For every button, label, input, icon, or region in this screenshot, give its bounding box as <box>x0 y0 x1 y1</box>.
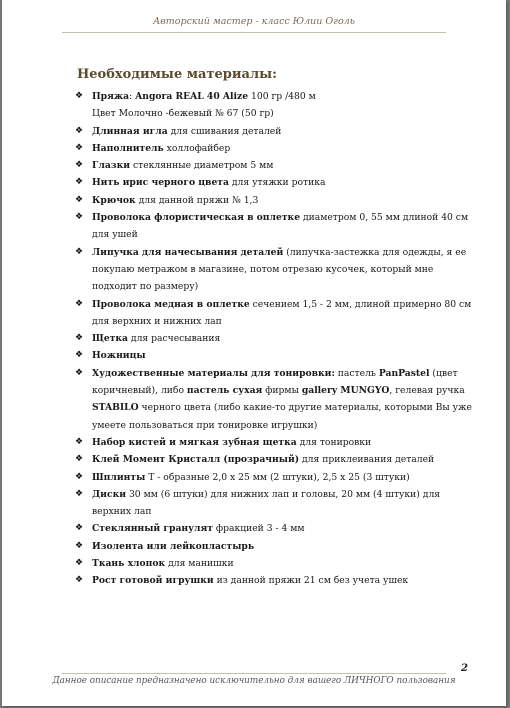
list-item: ❖ Ткань хлопок для манишки <box>75 555 473 572</box>
list-item: ❖ Длинная игла для сшивания деталей <box>75 123 473 140</box>
list-item: ❖ Клей Момент Кристалл (прозрачный) для приклеивания деталей <box>75 451 473 468</box>
diamond-bullet-icon: ❖ <box>75 142 84 153</box>
list-item: ❖ Пряжа: Angora REAL 40 Alize 100 гр /480 м <box>75 88 473 105</box>
diamond-bullet-icon: ❖ <box>75 160 84 171</box>
list-item-continuation: Цвет Молочно -бежевый № 67 (50 гр) <box>92 108 274 120</box>
list-item: ❖ Глазки стеклянные диаметром 5 мм <box>75 157 473 174</box>
list-item: ❖ Рост готовой игрушки из данной пряжи 21 см без учета ушек <box>75 572 473 589</box>
diamond-bullet-icon: ❖ <box>75 298 84 309</box>
diamond-bullet-icon: ❖ <box>75 523 84 534</box>
list-item: ❖ Стеклянный гранулят фракцией 3 - 4 мм <box>75 520 473 537</box>
list-item: ❖ Шплинты Т - образные 2,0 х 25 мм (2 штуки), 2,5 х 25 (3 штуки) <box>75 469 473 486</box>
diamond-bullet-icon: ❖ <box>75 194 84 205</box>
materials-list <box>75 88 473 590</box>
diamond-bullet-icon: ❖ <box>75 488 84 499</box>
diamond-bullet-icon: ❖ <box>75 350 84 361</box>
list-item: ❖ Изолента или лейкопластырь <box>75 538 473 555</box>
list-item: ❖ Щетка для расчесывания <box>75 330 473 347</box>
list-item: ❖ Диски 30 мм (6 штуки) для нижних лап и головы, 20 мм (4 штуки) для верхних лап <box>75 486 473 521</box>
list-item: ❖ Набор кистей и мягкая зубная щетка для тонировки <box>75 434 473 451</box>
page-number: 2 <box>461 663 468 674</box>
document-page <box>2 0 506 706</box>
list-item: ❖ Ножницы <box>75 347 473 364</box>
diamond-bullet-icon: ❖ <box>75 575 84 586</box>
diamond-bullet-icon: ❖ <box>75 454 84 465</box>
diamond-bullet-icon: ❖ <box>75 367 84 378</box>
list-item: ❖ Проволока флористическая в оплетке диаметром 0, 55 мм длиной 40 см для ушей <box>75 209 473 244</box>
diamond-bullet-icon: ❖ <box>75 558 84 569</box>
diamond-bullet-icon: ❖ <box>75 333 84 344</box>
list-item: ❖ Проволока медная в оплетке сечением 1,5 - 2 мм, длиной примерно 80 см для верхних и нижних лап <box>75 296 473 331</box>
list-item: ❖ Нить ирис черного цвета для утяжки ротика <box>75 174 473 191</box>
list-item: ❖ Художественные материалы для тонировки: пастель PanPastel (цвет коричневый), либо пастель сухая фирмы gallery MUNGYO, гелевая ручка STABILO черного цвета (либо какие-то другие материалы, которыми Вы уже умеете пользоваться при тонировке игрушки) <box>75 365 473 434</box>
diamond-bullet-icon: ❖ <box>75 471 84 482</box>
diamond-bullet-icon: ❖ <box>75 212 84 223</box>
list-item: ❖ Липучка для начесывания деталей (липучка-застежка для одежды, я ее покупаю метражом в магазине, потом отрезаю кусочек, который мне подходит по размеру) <box>75 244 473 296</box>
diamond-bullet-icon: ❖ <box>75 91 84 101</box>
page-header: Авторский мастер - класс Юлии Оголь <box>153 16 355 27</box>
diamond-bullet-icon: ❖ <box>75 125 84 136</box>
list-item: ❖ Крючок для данной пряжи № 1,3 <box>75 192 473 209</box>
diamond-bullet-icon: ❖ <box>75 540 84 551</box>
diamond-bullet-icon: ❖ <box>75 436 84 447</box>
section-title: Необходимые материалы: <box>77 67 277 82</box>
footer-rule <box>62 673 446 674</box>
diamond-bullet-icon: ❖ <box>75 177 84 188</box>
header-rule <box>62 32 446 33</box>
diamond-bullet-icon: ❖ <box>75 246 84 257</box>
page-footer: Данное описание предназначено исключительно для вашего ЛИЧНОГО пользования <box>52 676 456 686</box>
list-item: ❖ Наполнитель холлофайбер <box>75 140 473 157</box>
